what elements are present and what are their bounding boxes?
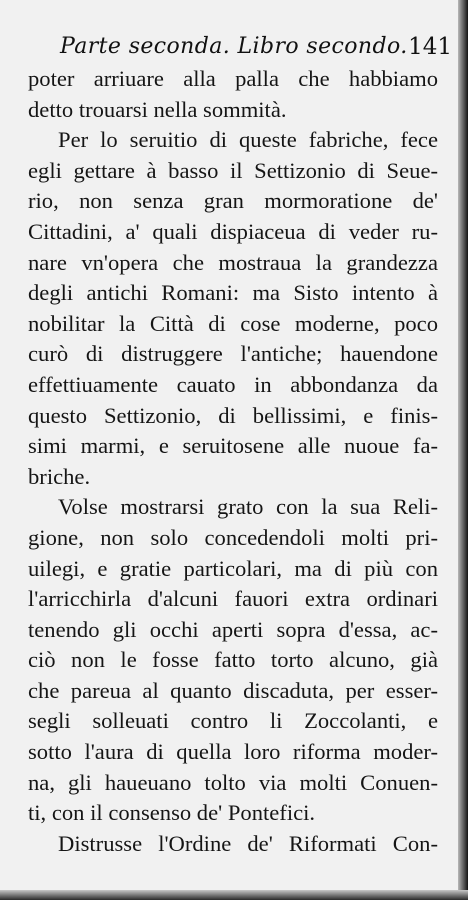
- text-line: curò di distruggere l'antiche; hauendone: [28, 341, 438, 367]
- text-line: che pareua al quanto discaduta, per esser-: [28, 677, 438, 703]
- text-line: Distrusse l'Ordine de' Riformati Con-: [58, 830, 438, 856]
- text-line: nobilitar la Città di cose moderne, poco: [28, 310, 438, 336]
- text-line: Cittadini, a' quali dispiaceua di veder ru-: [28, 218, 438, 244]
- page-number: 141: [408, 34, 452, 60]
- text-line: questo Settizonio, di bellissimi, e finis-: [28, 402, 438, 428]
- page-bottom-shadow: [0, 890, 468, 900]
- text-line: nare vn'opera che mostraua la grandezza: [28, 249, 438, 275]
- text-line: rio, non senza gran mormoratione de': [28, 188, 438, 214]
- text-line: briche.: [28, 463, 91, 489]
- text-line: tenendo gli occhi aperti sopra d'essa, ac-: [28, 616, 438, 642]
- text-line: sotto l'aura di quella loro riforma moder-: [28, 739, 438, 765]
- text-line: segli solleuati contro li Zoccolanti, e: [28, 708, 438, 734]
- text-line: l'arricchirla d'alcuni fauori extra ordinari: [28, 586, 438, 612]
- header-title: Parte seconda. Libro secondo.: [60, 34, 408, 59]
- text-line: Per lo seruitio di queste fabriche, fece: [58, 127, 438, 153]
- text-line: uilegi, e gratie particolari, ma di più con: [28, 555, 438, 581]
- body-text: [28, 64, 438, 859]
- text-line: Volse mostrarsi grato con la sua Reli-: [58, 494, 438, 520]
- text-line: poter arriuare alla palla che habbiamo: [28, 66, 438, 91]
- text-line: na, gli haueuano tolto via molti Conuen-: [28, 769, 438, 795]
- text-line: gione, non solo concedendoli molti pri-: [28, 524, 438, 550]
- text-line: ti, con il consenso de' Pontefici.: [28, 800, 316, 826]
- page-edge-shadow: [458, 0, 468, 900]
- running-header: [60, 34, 458, 64]
- text-line: ciò non le fosse fatto torto alcuno, già: [28, 647, 438, 673]
- text-line: simi marmi, e seruitosene alle nuoue fa-: [28, 433, 438, 459]
- text-line: degli antichi Romani: ma Sisto intento à: [28, 280, 438, 306]
- text-line: egli gettare à basso il Settizonio di Seue-: [28, 157, 438, 183]
- text-line: detto trouarsi nella sommità.: [28, 96, 287, 122]
- text-line: effettiuamente cauato in abbondanza da: [28, 371, 438, 397]
